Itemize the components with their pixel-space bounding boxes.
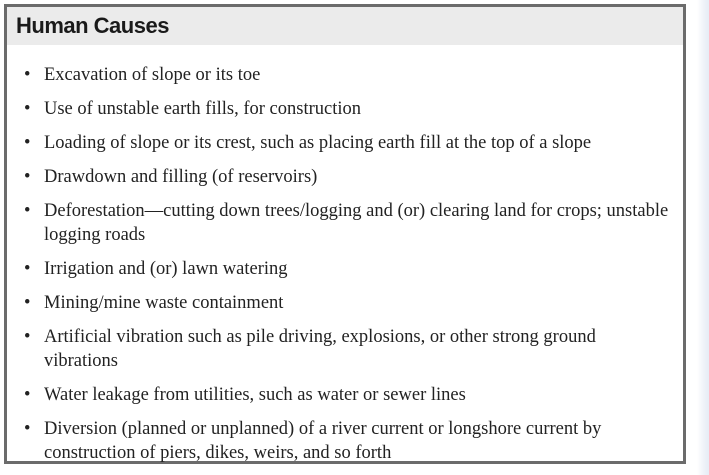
- list-item: [7, 97, 683, 121]
- list-item-text: Irrigation and (or) lawn watering: [44, 259, 288, 279]
- list-item: [7, 199, 683, 247]
- list-item-text: Artificial vibration such as pile driving, explosions, or other strong ground vibrations: [44, 327, 596, 371]
- bullet-icon: •: [24, 259, 31, 279]
- list-item-text: Diversion (planned or unplanned) of a river current or longshore current by construction of piers, dikes, weirs, and so forth: [44, 419, 602, 463]
- list-item-text: Water leakage from utilities, such as water or sewer lines: [44, 385, 466, 405]
- list-item-text: Loading of slope or its crest, such as placing earth fill at the top of a slope: [44, 133, 592, 153]
- list-item: [7, 63, 683, 87]
- list-item-text: Excavation of slope or its toe: [44, 65, 261, 85]
- list-item-text: Use of unstable earth fills, for construction: [44, 99, 361, 119]
- list-item: [7, 165, 683, 189]
- right-edge-strip: [697, 0, 709, 475]
- bullet-icon: •: [24, 201, 31, 221]
- bullet-icon: •: [24, 133, 31, 153]
- list-item: [7, 417, 683, 465]
- list-item: [7, 131, 683, 155]
- human-causes-box: [4, 4, 686, 464]
- list-item: [7, 291, 683, 315]
- bullet-icon: •: [24, 293, 31, 313]
- list-item: [7, 383, 683, 407]
- list-item-text: Mining/mine waste containment: [44, 293, 284, 313]
- causes-list: [7, 63, 683, 475]
- bullet-icon: •: [24, 167, 31, 187]
- list-item-text: Drawdown and filling (of reservoirs): [44, 167, 318, 187]
- bullet-icon: •: [24, 419, 31, 439]
- bullet-icon: •: [24, 99, 31, 119]
- list-item: [7, 257, 683, 281]
- list-item-text: Deforestation—cutting down trees/logging and (or) clearing land for crops; unstable logging roads: [44, 201, 669, 245]
- list-item: [7, 325, 683, 373]
- box-title: Human Causes: [16, 13, 169, 38]
- bullet-icon: •: [24, 327, 31, 347]
- bullet-icon: •: [24, 65, 31, 85]
- bullet-icon: •: [24, 385, 31, 405]
- box-header: [7, 7, 683, 45]
